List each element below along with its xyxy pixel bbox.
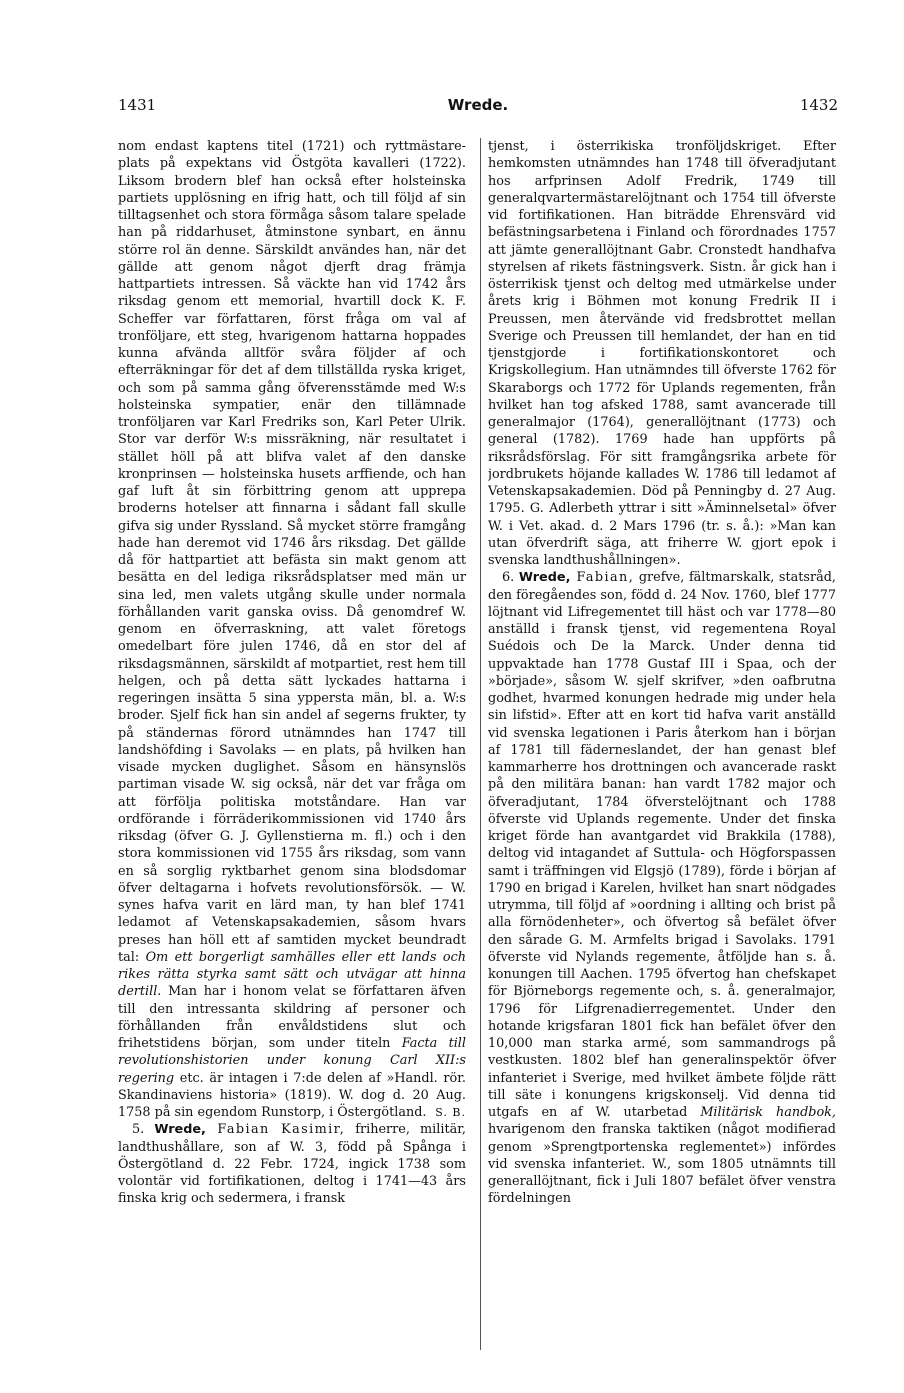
paragraph-wrede-5-continued: tjenst, i österrikiska tronföljdskriget. Efter hemkomsten utnämndes han 1748 till öfveradjutant hos arfprinsen Adolf Fredrik, 1749 till generalqvartermästarelöjtnant och 1754 till öfverste vid fortifikationen. Han biträdde Ehrensvärd vid befästningsarbetena i Finland och förordnades 1757 att jämte generallöjtnant Gabr. Cronstedt handhafva styrelsen af rikets fästningsverk. Sistn. år gick han i österrikisk tjenst och deltog med utmärkelse under årets krig i Böhmen mot konung Fredrik II i Preussen, men återvände vid fredsbrottet mellan Sverige och Preussen till hemlandet, der han en tid tjenstgjorde i fortifikationskontoret och Krigskollegium. Han utnämndes till öfverste 1762 för Skaraborgs och 1772 för Uplands regementen, från hvilket han tog afsked 1788, samt avancerade till generalmajor (1764), generallöjtnant (1773) och general (1782). 1769 hade han uppförts på riksrådsförslag. För sitt framgångsrika arbete för jordbrukets höjande kallades W. 1786 till ledamot af Vetenskapsakademien. Död på Penningby d. 27 Aug. 1795. G. Adlerbeth yttrar i sitt »Äminnelsetal» öfver W. i Vet. akad. d. 2 Mars 1796 (tr. s. å.): »Man kan utan öfverdrift säga, att friherre W. gjort epok i svenska landthushållningen». <box>488 139 836 568</box>
paragraph-wrede-4-continued: nom endast kaptens titel (1721) och ryttmästare-plats på expektans vid Östgöta kavalleri (1722). Liksom brodern blef han också efter holsteinska partiets upplösning en ifrig hatt, och till följd af sin tilltagsenhet och stora förmåga såsom talare spelade han på riddarhuset, åtminstone synbart, en ännu större rol än denne. Särskildt användes han, när det gällde att genom något djerft drag främja hattpartiets intressen. Så väckte han vid 1742 års riksdag genom ett memorial, hvartill dock K. F. Scheffer var författaren, först fråga om val af tronföljare, ett steg, hvarigenom hattarna hoppades kunna afvända alltför svåra följder af och efterräkningar för det af dem tillställda ryska kriget, och som på samma gång öfverensstämde med W:s holsteinska sympatier, enär den tillämnade tronföljaren var Karl Fredriks son, Karl Peter Ulrik. Stor var derför W:s missräkning, när resultatet i stället höll på att blifva valet af den danske kronprinsen — holsteinska husets arffiende, och han gaf luft åt sin förbittring genom att upprepa broderns hotelser att finnarna i sådant fall skulle gifva sig under Ryssland. Så mycket större framgång hade han deremot vid 1746 års riksdag. Det gällde då för hattpartiet att befästa sin makt genom att besätta en del lediga riksrådsplatser med män ur sina led, men valets utgång skulle under normala förhållanden varit ganska oviss. Då genomdref W. genom en öfverraskning, att valet företogs omedelbart före julen 1746, då en stor del af riksdagsmännen, särskildt af motpartiet, rest hem till helgen, och på detta sätt lyckades hattarna i regeringen insätta 5 sina yppersta män, bl. a. W:s broder. Sjelf fick han sin andel af segerns frukter, ty på ständernas förord utnämndes han 1747 till landshöfding i Savolaks — en plats, på hvilken han visade mycken duglighet. Såsom en hänsynslös partiman visade W. sig också, när det var fråga om att förfölja politiska motståndare. Han var ordförande i förräderikommissionen vid 1740 års riksdag (öfver G. J. Gyllenstierna m. fl.) och i den stora kommissionen vid 1755 års riksdag, som vann en så sorglig ryktbarhet genom sina blodsdomar öfver deltagarna i hofvets revolutionsförsök. — W. synes hafva varit en lärd man, ty han blef 1741 ledamot af Vetenskapsakademien, såsom hvars preses han höll ett af samtiden mycket beundradt tal: Om ett borgerligt samhälles eller ett lands och rikes rätta styrka samt sätt och utvägar att hinna dertill. Man har i honom velat se författaren äfven till den intressanta skildring af personer och förhållanden från envåldstidens slut och frihetstidens början, som under titeln Facta till revolutionshistorien under konung Carl XII:s regering etc. är intagen i 7:de delen af »Handl. rör. Skandinaviens historia» (1819). W. dog d. 20 Aug. 1758 på sin egendom Runstorp, i Östergötland. S. B. <box>118 139 466 1120</box>
page-header <box>118 96 838 118</box>
entry-given-names: Fabian, <box>570 570 635 586</box>
entry-given-names: Fabian Kasimir, <box>205 1122 346 1138</box>
entry-wrede-6: 6. Wrede, Fabian, grefve, fältmarskalk, statsråd, den föregåendes son, född d. 24 Nov. 1760, blef 1777 löjtnant vid Lifregementet till häst och var 1778—80 anställd i fransk tjenst, vid regementena Royal Suédois och De la Marck. Under denna tid uppvaktade han 1778 Gustaf III i Spaa, och der »började», såsom W. sjelf skrifver, »den oafbrutna godhet, hvarmed konungen hedrade mig under hela sin lifstid». Efter att en kort tid hafva varit anställd vid svenska legationen i Paris återkom han i början af 1781 till fäderneslandet, der han genast blef kammarherre hos drottningen och avancerade raskt på den militära banan: han vardt 1782 major och öfveradjutant, 1784 öfverstelöjtnant och 1788 öfverste vid Uplands regemente. Under det finska kriget förde han avantgardet vid Brakkila (1788), deltog vid intagandet af Suttula- och Högforspassen samt i träffningen vid Elgsjö (1789), förde i början af 1790 en brigad i Karelen, hvilket han snart nödgades utrymma, till följd af »oordning i allting och brist på alla förnödenheter», och öfvertog så befälet öfver den sårade G. M. Armfelts brigad i Savolaks. 1791 öfverste vid Nylands regemente, åtföljde han s. å. konungen till Aachen. 1795 öfvertog han chefskapet för Björneborgs regemente och, s. å. generalmajor, 1796 för Lifgrenadierregementet. Under den hotande krigsfaran 1801 fick han befälet öfver den 10,000 man starka armé, som sammandrogs på vestkusten. 1802 blef han generalinspektör öfver infanteriet i Sverige, med hvilket ämbete följde rätt till säte i konungens krigskonselj. Vid denna tid utgafs en af W. utarbetad Militärisk handbok, hvarigenom den franska taktiken (något modifierad genom »Sprengtportenska reglementet») infördes vid svenska infanteriet. W., som 1805 utnämnts till generallöjtnant, fick i Juli 1807 befälet öfver venstra fördelningen <box>488 570 836 1207</box>
work-title: Facta till revolutionshistorien under konung Carl XII:s regering <box>118 1036 466 1086</box>
page-number-left: 1431 <box>118 96 157 114</box>
column-divider <box>480 138 481 1350</box>
running-title: Wrede. <box>447 96 509 114</box>
right-column <box>488 138 836 1358</box>
entry-surname: Wrede, <box>518 570 571 586</box>
entry-number: 6. <box>502 570 519 586</box>
author-signature: S. B. <box>435 1106 466 1119</box>
entry-surname: Wrede, <box>154 1122 206 1138</box>
work-title: Militärisk handbok, <box>700 1105 836 1120</box>
entry-number: 5. <box>132 1122 155 1138</box>
page-number-right: 1432 <box>799 96 838 114</box>
left-column <box>118 138 466 1358</box>
entry-wrede-5: 5. Wrede, Fabian Kasimir, friherre, militär, landthushållare, son af W. 3, född på Spånga i Östergötland d. 22 Febr. 1724, ingick 1738 som volontär vid fortifikationen, deltog i 1741—43 års finska krig och sedermera, i fransk <box>118 1122 466 1207</box>
speech-title: Om ett borgerligt samhälles eller ett lands och rikes rätta styrka samt sätt och utvägar att hinna dertill. <box>118 949 466 1000</box>
